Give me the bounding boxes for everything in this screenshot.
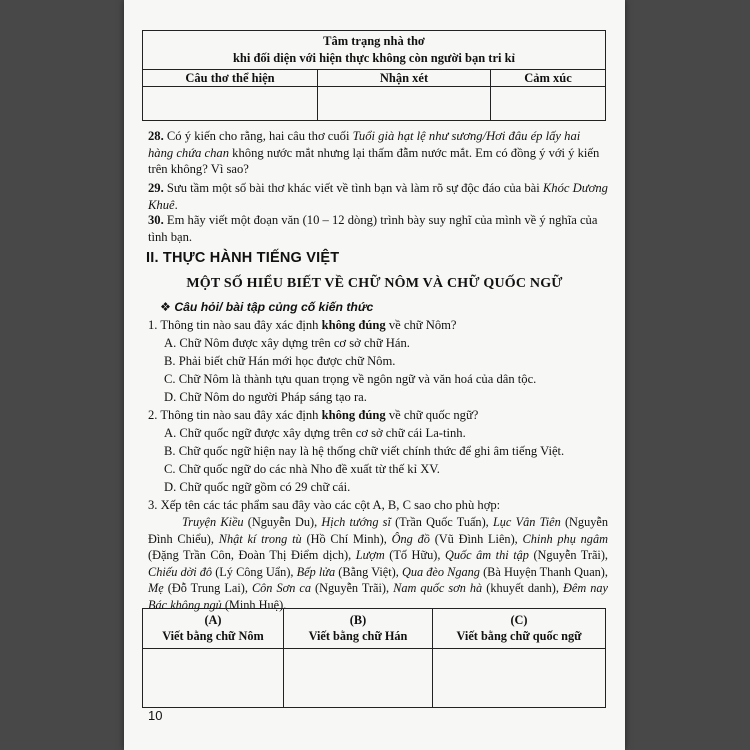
work-title: Bếp lửa bbox=[296, 564, 336, 579]
question-30-number: 30. bbox=[148, 213, 164, 227]
work-title: Chiếu dời đô bbox=[148, 564, 213, 579]
col-a-letter: (A) bbox=[204, 613, 222, 627]
work-title: Hịch tướng sĩ bbox=[321, 515, 391, 529]
question-3-stem: 3. Xếp tên các tác phẩm sau đây vào các cột A, B, C sao cho phù hợp: bbox=[148, 498, 501, 512]
work-title: Lục Vân Tiên bbox=[492, 515, 561, 529]
exercise-label-text: Câu hỏi/ bài tập củng cố kiến thức bbox=[174, 300, 374, 314]
question-28-number: 28. bbox=[148, 129, 164, 143]
question-29-text-b: . bbox=[174, 197, 178, 212]
work-title: Côn Sơn ca bbox=[251, 581, 311, 595]
question-28-text-a: Có ý kiến cho rằng, hai câu thơ cuối bbox=[163, 129, 353, 143]
mood-table-heading-line1: Tâm trạng nhà thơ bbox=[323, 34, 425, 48]
mcq-2-option-d: D. Chữ quốc ngữ gồm có 29 chữ cái. bbox=[164, 480, 351, 494]
mcq-2-option-c: C. Chữ quốc ngữ do các nhà Nho đề xuất từ thế kỉ XV. bbox=[164, 462, 440, 476]
work-title: Quốc âm thi tập bbox=[444, 548, 529, 562]
mcq-2-option-a: A. Chữ quốc ngữ được xây dựng trên cơ sở chữ cái La-tinh. bbox=[164, 426, 466, 440]
work-author: (Bà Huyện Thanh Quan), bbox=[479, 564, 608, 579]
diamond-bullet-icon: ❖ bbox=[160, 300, 171, 314]
work-author: (Đỗ Trung Lai), bbox=[163, 581, 252, 595]
section-subtitle: MỘT SỐ HIỂU BIẾT VỀ CHỮ NÔM VÀ CHỮ QUỐC NGỮ bbox=[186, 276, 563, 291]
work-title: Nhật kí trong tù bbox=[218, 531, 302, 546]
question-29-text-a: Sưu tầm một số bài thơ khác viết về tình bạn và làm rõ sự độc đáo của bài bbox=[163, 181, 543, 195]
work-title: Nam quốc sơn hà bbox=[393, 581, 483, 595]
work-author: (Nguyễn Trãi), bbox=[311, 581, 394, 595]
col-b-header bbox=[284, 609, 433, 649]
mcq-2-option-b: B. Chữ quốc ngữ hiện nay là hệ thống chữ viết chính thức để ghi âm tiếng Việt. bbox=[164, 444, 565, 458]
mood-cell-empty bbox=[491, 87, 606, 121]
col-c-label: Viết bằng chữ quốc ngữ bbox=[456, 629, 582, 643]
work-author: (Nguyễn Du), bbox=[243, 515, 322, 529]
question-30 bbox=[148, 212, 608, 245]
mood-col-feeling: Cảm xúc bbox=[491, 70, 606, 87]
section-title: II. THỰC HÀNH TIẾNG VIỆT bbox=[146, 250, 340, 266]
question-29 bbox=[148, 180, 608, 213]
work-title: Lượm bbox=[355, 548, 385, 562]
work-author: (Trần Quốc Tuấn), bbox=[390, 515, 493, 529]
work-author: (Đặng Trần Côn, Đoàn Thị Điểm dịch), bbox=[148, 548, 356, 562]
mood-col-comment: Nhận xét bbox=[318, 70, 491, 87]
col-a-label: Viết bằng chữ Nôm bbox=[162, 629, 264, 643]
work-author: (khuyết danh), bbox=[482, 581, 563, 595]
classification-table bbox=[142, 608, 606, 708]
question-28-quote: Tuổi già hạt lệ như sương/Hơi đâu ép lấy hai hàng chứa chan bbox=[148, 129, 581, 160]
works-list bbox=[148, 514, 608, 613]
mcq-1-option-b: B. Phải biết chữ Hán mới học được chữ Nôm. bbox=[164, 354, 396, 368]
mcq-2-stem-text: 2. Thông tin nào sau đây xác định bbox=[148, 408, 322, 422]
col-a-answer-cell bbox=[143, 649, 284, 708]
work-author: (Vũ Đình Liên), bbox=[429, 531, 523, 546]
col-b-answer-cell bbox=[284, 649, 433, 708]
question-29-number: 29. bbox=[148, 181, 164, 195]
mood-cell-empty bbox=[143, 87, 318, 121]
work-title: Qua đèo Ngang bbox=[401, 564, 480, 579]
mcq-2-stem-emphasis: không đúng bbox=[321, 408, 386, 422]
col-a-header bbox=[143, 609, 284, 649]
mcq-1-option-a: A. Chữ Nôm được xây dựng trên cơ sở chữ Hán. bbox=[164, 336, 410, 350]
mcq-1-stem-emphasis: không đúng bbox=[321, 318, 386, 332]
question-29-poem-title: Khóc Dương Khuê bbox=[148, 181, 608, 212]
mood-table bbox=[142, 30, 606, 121]
col-b-label: Viết bằng chữ Hán bbox=[308, 629, 408, 643]
col-c-answer-cell bbox=[433, 649, 606, 708]
work-author: (Tố Hữu), bbox=[384, 548, 445, 562]
document-page bbox=[124, 0, 625, 750]
mood-table-heading-line2: khi đối diện với hiện thực không còn người bạn tri kỉ bbox=[232, 51, 516, 65]
work-title: Đêm nay Bác không ngủ bbox=[148, 581, 608, 612]
col-c-letter: (C) bbox=[510, 613, 528, 627]
work-author: (Hồ Chí Minh), bbox=[301, 531, 392, 546]
question-28 bbox=[148, 128, 608, 178]
mcq-2-stem-end: về chữ quốc ngữ? bbox=[385, 408, 479, 422]
mood-table-heading bbox=[143, 31, 606, 70]
work-author: (Minh Huệ). bbox=[221, 597, 287, 612]
col-c-header bbox=[433, 609, 606, 649]
work-title: Chinh phụ ngâm bbox=[522, 531, 608, 546]
mcq-1-stem-end: về chữ Nôm? bbox=[385, 318, 457, 332]
col-b-letter: (B) bbox=[349, 613, 367, 627]
mcq-2-stem bbox=[148, 407, 478, 423]
mood-col-verse: Câu thơ thể hiện bbox=[143, 70, 318, 87]
mood-cell-empty bbox=[318, 87, 491, 121]
work-author: (Lý Công Uẩn), bbox=[212, 564, 297, 579]
mcq-1-stem bbox=[148, 317, 457, 333]
page-number: 10 bbox=[148, 708, 163, 723]
mcq-1-option-d: D. Chữ Nôm do người Pháp sáng tạo ra. bbox=[164, 390, 367, 404]
mcq-1-option-c: C. Chữ Nôm là thành tựu quan trọng về ngôn ngữ và văn hoá của dân tộc. bbox=[164, 372, 537, 386]
question-28-text-b: không nước mắt nhưng lại thấm đẫm nước mắt. Em có đồng ý với ý kiến trên không? Vì sao? bbox=[148, 145, 600, 176]
work-author: (Nguyễn Trãi), bbox=[528, 548, 609, 562]
mcq-1-stem-text: 1. Thông tin nào sau đây xác định bbox=[148, 318, 322, 332]
question-30-text: Em hãy viết một đoạn văn (10 – 12 dòng) trình bày suy nghĩ của mình về ý nghĩa của tình bạn. bbox=[148, 213, 598, 244]
exercise-label bbox=[160, 300, 373, 314]
work-author: (Nguyễn Đình Chiểu), bbox=[148, 515, 608, 546]
work-author: (Bằng Việt), bbox=[335, 564, 402, 579]
work-title: Mẹ bbox=[148, 581, 164, 595]
work-title: Truyện Kiều bbox=[182, 515, 244, 529]
work-title: Ông đồ bbox=[391, 531, 430, 546]
